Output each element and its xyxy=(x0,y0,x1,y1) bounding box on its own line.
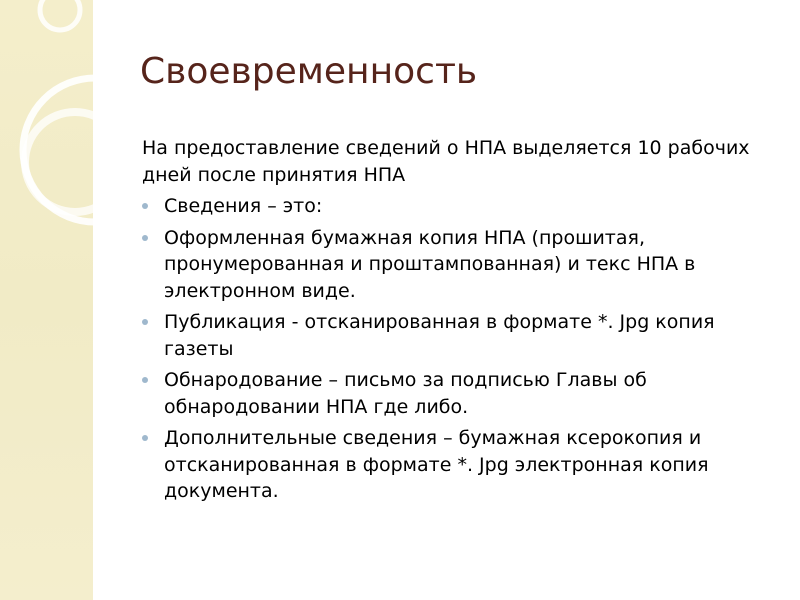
bullet-item xyxy=(140,193,760,220)
bullet-dot-icon xyxy=(142,435,148,441)
bullet-text: Публикация - отсканированная в формате *. Jpg копия газеты xyxy=(164,311,715,360)
bullet-dot-icon xyxy=(142,235,148,241)
bullet-list xyxy=(140,193,760,505)
slide-body xyxy=(140,135,760,510)
bullet-dot-icon xyxy=(142,377,148,383)
bullet-text: Оформленная бумажная копия НПА (прошитая, пронумерованная и проштампованная) и текс НПА в электронном виде. xyxy=(164,226,696,302)
bullet-text: Дополнительные сведения – бумажная ксерокопия и отсканированная в формате *. Jpg электронная копия документа. xyxy=(164,427,709,502)
bullet-dot-icon xyxy=(142,203,148,209)
decorative-side-panel xyxy=(0,0,93,600)
bullet-text: Сведения – это: xyxy=(164,195,323,217)
bullet-item xyxy=(140,309,760,362)
bullet-dot-icon xyxy=(142,319,148,325)
intro-paragraph: На предоставление сведений о НПА выделяется 10 рабочих дней после принятия НПА xyxy=(142,137,750,186)
bullet-item xyxy=(140,425,760,505)
slide-title: Своевременность xyxy=(140,51,478,92)
bullet-item xyxy=(140,367,760,420)
bullet-text: Обнародование – письмо за подписью Главы об обнародовании НПА где либо. xyxy=(164,369,647,418)
bullet-item xyxy=(140,225,760,305)
